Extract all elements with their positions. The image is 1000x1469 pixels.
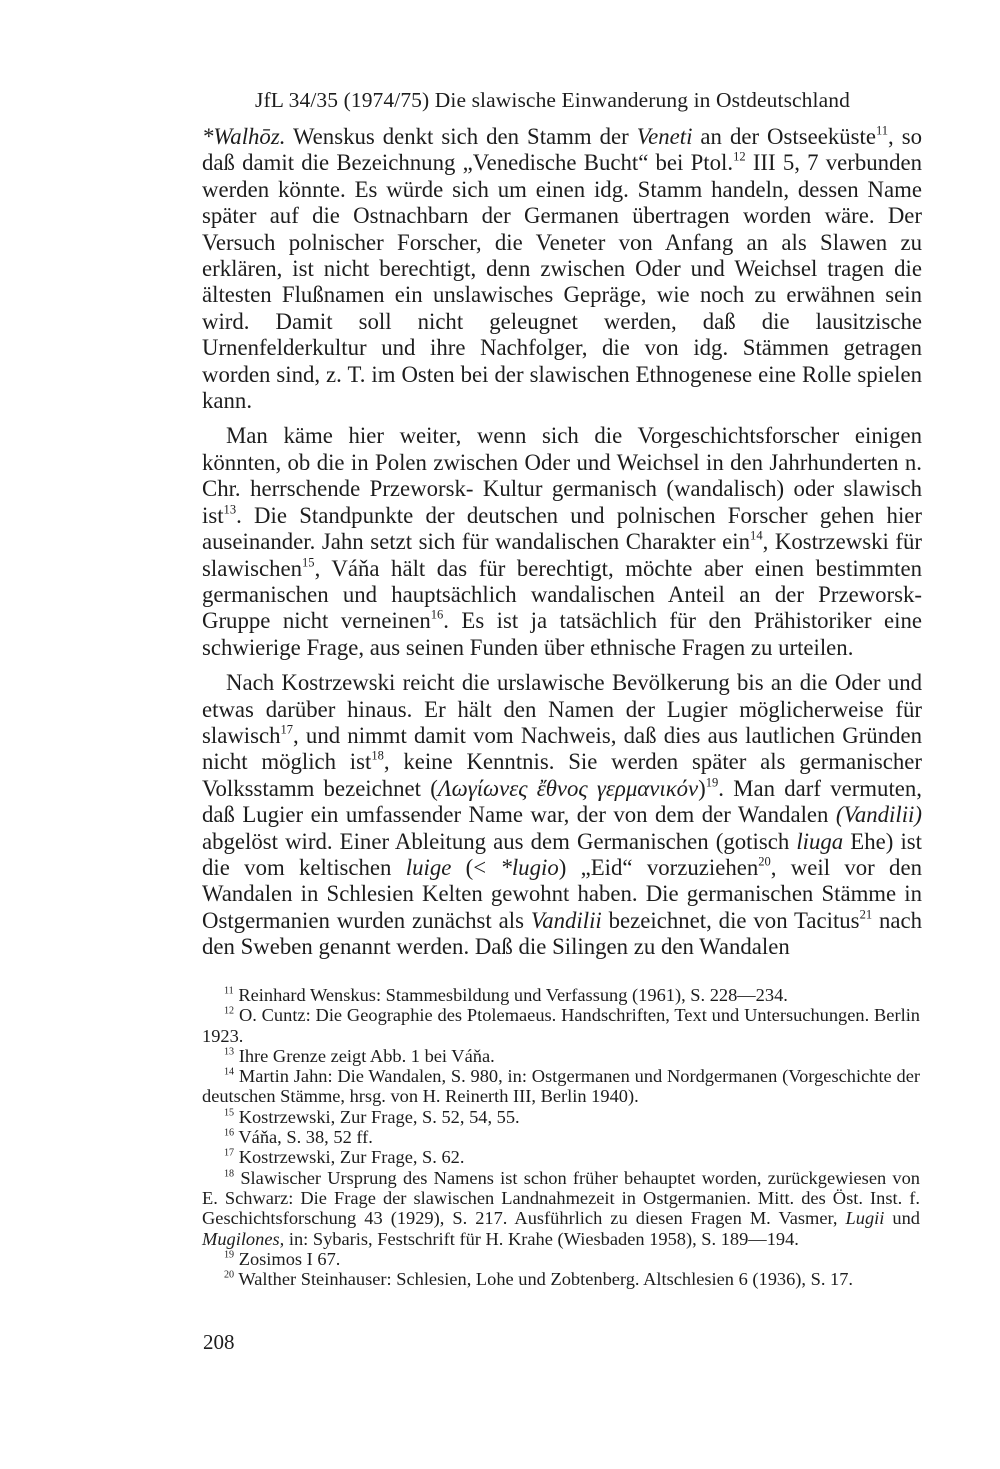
text-run: an der Ostseeküste <box>692 124 876 149</box>
italic-term: Lugii <box>845 1208 885 1229</box>
text-run: , Váňa hält das für berechtigt, möchte aber einen bestimmten germanischen und hauptsächlich wandalischen Anteil an der Przeworsk-Gruppe nicht verneinen <box>202 555 922 634</box>
footnote-ref: 19 <box>224 1249 235 1261</box>
footnote-ref: 13 <box>223 502 237 517</box>
text-run: ) „Eid“ vorzuziehen <box>558 854 759 880</box>
footnote-ref: 18 <box>224 1168 235 1180</box>
text-run: in: Sybaris, Festschrift für H. Krahe (Wiesbaden 1958), S. 189—194. <box>284 1228 799 1249</box>
paragraph <box>202 124 922 414</box>
footnote-ref: 19 <box>705 775 719 790</box>
italic-term: *lugio <box>500 854 559 880</box>
text-run: , Kostrzewski für slawischen <box>202 529 922 581</box>
footnote-ref: 14 <box>750 528 763 543</box>
footnote <box>202 1066 920 1107</box>
footnote-ref: 15 <box>302 555 315 570</box>
footnote-ref: 17 <box>224 1147 235 1159</box>
italic-term: *Walhōz. <box>202 124 286 149</box>
footnote <box>202 1147 920 1167</box>
italic-term: Veneti <box>636 124 693 149</box>
footnote-ref: 21 <box>859 907 873 922</box>
page-number: 208 <box>203 1330 235 1354</box>
italic-term: Mugilones, <box>202 1228 285 1249</box>
text-run: Martin Jahn: Die Wandalen, S. 980, in: Ostgermanen und Nordgermanen (Vorgeschichte der deutschen Stämme, hrsg. von H. Reinerth III, Berlin 1940). <box>202 1066 920 1107</box>
italic-term: (Vandilii) <box>835 802 922 828</box>
footnote-ref: 12 <box>224 1005 235 1017</box>
italic-term: liuga <box>796 828 844 854</box>
text-run: bezeichnet, die von Tacitus <box>601 907 860 933</box>
text-run: O. Cuntz: Die Geographie des Ptolemaeus. Handschriften, Text und Untersuchungen. Berlin 1923. <box>202 1005 920 1046</box>
text-run: ) <box>698 775 706 801</box>
text-run: . Die Standpunkte der deutschen und polnischen Forscher gehen hier auseinander. Jahn setzt sich für wandalischen Charakter ein <box>202 502 922 555</box>
text-run: . Es ist ja tatsächlich für den Prähistoriker eine schwierige Frage, aus seinen Funden über ethnische Fragen zu urteilen. <box>202 608 922 660</box>
footnote-ref: 20 <box>224 1269 235 1281</box>
text-run: Ehe) ist die vom keltischen <box>202 828 922 880</box>
footnote <box>202 1168 920 1249</box>
body-text <box>202 124 922 970</box>
text-run: Kostrzewski, Zur Frage, S. 62. <box>234 1147 465 1168</box>
text-run: , und nimmt damit vom Nachweis, daß dies aus lautlichen Gründen nicht möglich ist <box>202 722 922 775</box>
footnote-ref: 14 <box>224 1066 235 1078</box>
running-header: JfL 34/35 (1974/75) Die slawische Einwanderung in Ostdeutschland <box>255 88 850 112</box>
text-run: abgelöst wird. Einer Ableitung aus dem Germanischen (gotisch <box>202 828 797 854</box>
text-run: Man käme hier weiter, wenn sich die Vorgeschichtsforscher einigen könnten, ob die in Polen zwischen Oder und Weichsel in den Jahrhunderten n. Chr. herrschende Przeworsk- Kultur germanisch (wandalisch) oder slawisch ist <box>202 423 922 528</box>
text-run: nach den Sweben genannt werden. Daß die Silingen zu den Wandalen <box>202 907 923 960</box>
footnote <box>202 1005 920 1046</box>
text-run: Wenskus denkt sich den Stamm der <box>285 124 637 149</box>
footnote-ref: 11 <box>224 985 234 997</box>
footnote <box>202 1046 920 1066</box>
footnote-ref: 12 <box>733 150 746 165</box>
text-run: , keine Kenntnis. Sie werden später als germanischer Volksstamm bezeichnet ( <box>202 749 922 801</box>
text-run: , weil vor den Wandalen in Schlesien Kelten gewohnt haben. Die germanischen Stämme in Ostgermanien wurden zunächst als <box>202 854 922 933</box>
footnote-ref: 17 <box>280 722 294 737</box>
footnotes <box>202 985 920 1289</box>
footnote-ref: 11 <box>875 123 889 138</box>
footnote-ref: 13 <box>224 1046 235 1058</box>
footnote <box>202 1269 920 1289</box>
footnote-ref: 18 <box>371 748 384 763</box>
footnote <box>202 1107 920 1127</box>
text-run: III 5, 7 verbunden werden könnte. Es würde sich um einen idg. Stamm handeln, dessen Name später auf die Ostnachbarn der Germanen übertragen worden wäre. Der Versuch polnischer Forscher, die Veneter von Anfang an als Slawen zu erklären, ist nicht berechtigt, denn zwischen Oder und Weichsel tragen die ältesten Flußnamen ein unslawisches Gepräge, wie noch zu erwähnen sein wird. Damit soll nicht geleugnet werden, daß die lausitzische Urnenfelderkultur und ihre Nachfolger, die von idg. Stämmen getragen worden sind, z. T. im Osten bei der slawischen Ethnogenese eine Rolle spielen kann. <box>202 150 922 414</box>
text-run: . Man darf vermuten, daß Lugier ein umfassender Name war, der von dem der Wandalen <box>202 775 922 828</box>
text-run: Zosimos I 67. <box>234 1248 341 1269</box>
text-run: Váňa, S. 38, 52 ff. <box>234 1127 373 1148</box>
text-run: Slawischer Ursprung des Namens ist schon früher behauptet worden, zurückgewiesen von E. Schwarz: Die Frage der slawischen Landnahmezeit in Ostgermanien. Mitt. des Öst. Inst. f. Geschichtsforschung 43 (1929), S. 217. Ausführlich zu diesen Fragen M. Vasmer, <box>202 1167 920 1229</box>
footnote <box>202 1249 920 1269</box>
text-run: Ihre Grenze zeigt Abb. 1 bei Váňa. <box>234 1045 495 1066</box>
footnote <box>202 1127 920 1147</box>
italic-term: luige <box>405 854 452 880</box>
text-run: und <box>884 1208 920 1229</box>
text-run: Kostrzewski, Zur Frage, S. 52, 54, 55. <box>234 1106 520 1127</box>
footnote-ref: 16 <box>224 1127 235 1139</box>
text-run: Nach Kostrzewski reicht die urslawische Bevölkerung bis an die Oder und etwas darüber hinaus. Er hält den Namen der Lugier möglicherweise für slawisch <box>202 670 922 748</box>
footnote <box>202 985 920 1005</box>
text-run: Walther Steinhauser: Schlesien, Lohe und Zobtenberg. Altschlesien 6 (1936), S. 17. <box>234 1269 854 1290</box>
paragraph <box>202 423 922 661</box>
footnote-ref: 15 <box>224 1107 235 1119</box>
text-run: (< <box>451 854 501 880</box>
footnote-ref: 16 <box>430 607 444 622</box>
footnote-ref: 20 <box>758 854 771 869</box>
paragraph <box>202 670 922 960</box>
text-run: , so daß damit die Bezeichnung „Venedische Bucht“ bei Ptol. <box>202 124 923 176</box>
text-run: Reinhard Wenskus: Stammesbildung und Verfassung (1961), S. 228—234. <box>233 985 788 1005</box>
italic-term: Λωγίωνες ἔθνος γερμανικόν <box>437 775 699 801</box>
italic-term: Vandilii <box>530 907 602 933</box>
